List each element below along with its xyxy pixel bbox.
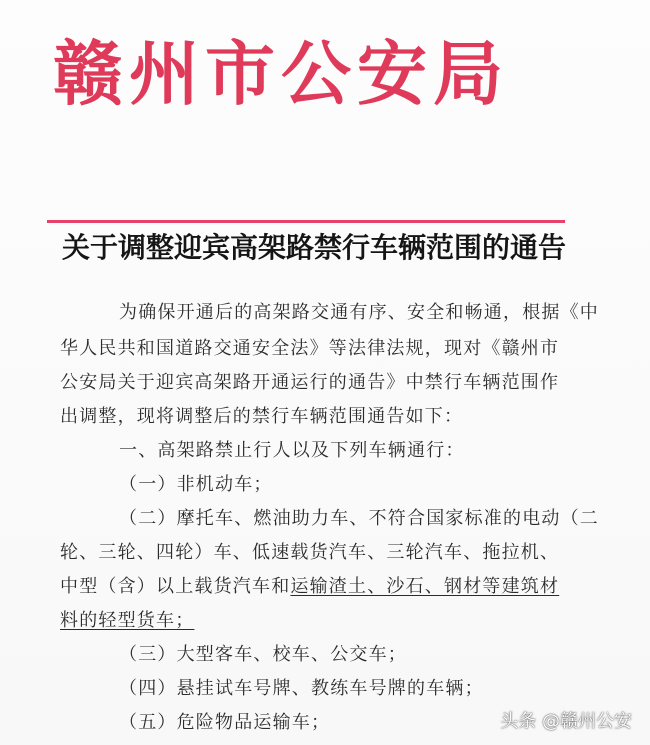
list-item: （三）大型客车、校车、公交车； <box>119 644 407 665</box>
list-item: （四）悬挂试车号牌、教练车号牌的车辆； <box>119 678 484 699</box>
document-title: 关于调整迎宾高架路禁行车辆范围的通告 <box>62 231 567 264</box>
list-item-continuation <box>60 572 559 598</box>
paragraph-line: 公安局关于迎宾高架路开通运行的通告》中禁行车辆范围作 <box>60 372 560 393</box>
list-item: （二）摩托车、燃油助力车、不符合国家标准的电动（二 <box>119 508 599 529</box>
list-item: （一）非机动车； <box>119 474 273 495</box>
section-heading: 一、高架路禁止行人以及下列车辆通行： <box>119 440 465 461</box>
list-item-continuation: 轮、三轮、四轮）车、低速载货汽车、三轮汽车、拖拉机、 <box>60 542 560 563</box>
paragraph-line: 为确保开通后的高架路交通有序、安全和畅通，根据《中 <box>119 302 599 323</box>
paragraph-line: 出调整，现将调整后的禁行车辆范围通告如下： <box>60 406 464 427</box>
paragraph-line: 华人民共和国道路交通安全法》等法律法规，现对《赣州市 <box>60 338 560 359</box>
list-item: （五）危险物品运输车； <box>119 712 331 733</box>
red-divider-line <box>47 220 565 223</box>
underlined-text: 运输渣土、沙石、钢材等建筑材 <box>290 576 560 597</box>
list-item-continuation <box>60 606 194 632</box>
org-letterhead: 赣州市公安局 <box>53 32 509 115</box>
underlined-text: 料的轻型货车； <box>60 610 195 631</box>
platform-watermark: 头条 @赣州公安 <box>500 711 632 732</box>
plain-text: 中型（含）以上载货汽车和 <box>60 576 291 597</box>
